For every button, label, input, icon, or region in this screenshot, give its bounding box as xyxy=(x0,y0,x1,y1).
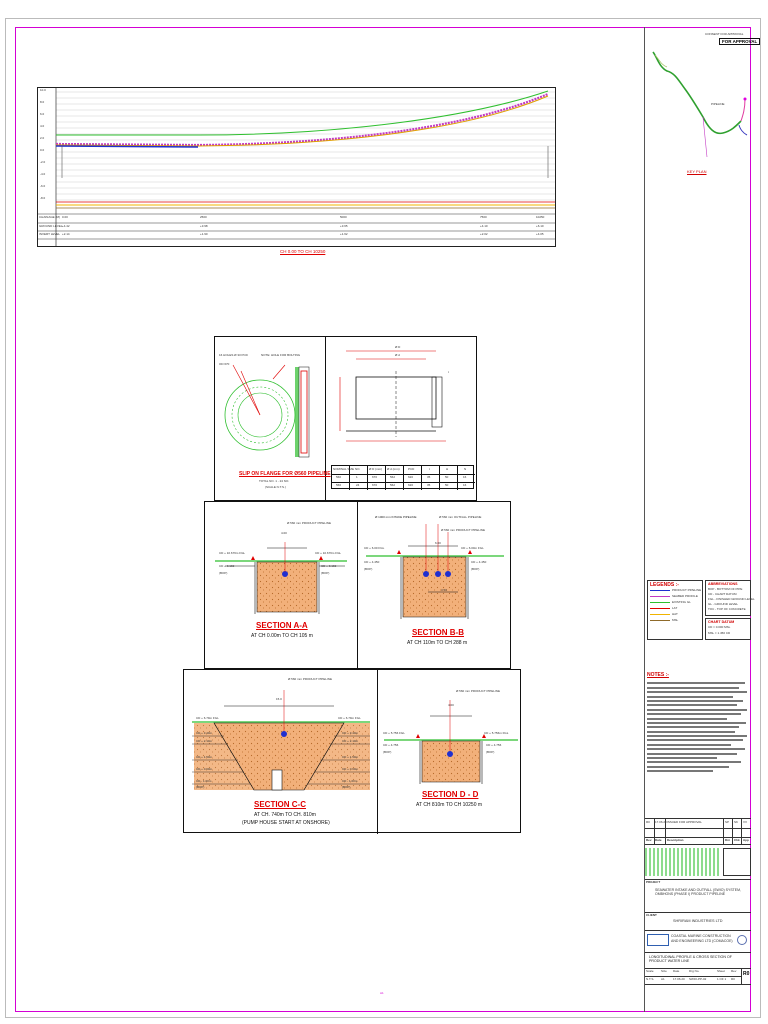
approval-small: CONSENT FOR APPROVAL xyxy=(705,32,744,36)
chainage-value: 7500 xyxy=(480,215,487,219)
key-plan-title: KEY PLAN xyxy=(687,169,707,174)
section-cc-note: (PUMP HOUSE START AT ONSHORE) xyxy=(242,820,330,826)
table-cell: 560 xyxy=(336,475,342,479)
table-cell: 24 xyxy=(356,483,360,487)
level-tag: CD + 5.756 FGL xyxy=(383,731,405,735)
level-tag: CD + 3.40m xyxy=(196,731,213,735)
revision-big: R0 xyxy=(743,971,750,977)
section-dd-drawing xyxy=(378,670,523,834)
level-label: 2.0 xyxy=(40,136,45,140)
rev-cell: SP xyxy=(725,820,730,824)
pipe-callout: Ø 560 mm OUTFALL PIPELINE xyxy=(439,515,482,519)
invert-value: +1.90 xyxy=(200,232,208,236)
sheet-size-mark: A1 xyxy=(380,991,384,995)
level-tag: (BOP) xyxy=(364,567,373,571)
level-label: 10.0 xyxy=(40,88,46,92)
footer-header: Drg No. xyxy=(689,969,700,973)
pipe-callout: Ø 1000 mm INTAKE PIPELINE xyxy=(375,515,417,519)
dim-label: Ø D xyxy=(395,345,401,349)
datum-title: CHART DATUM xyxy=(708,620,735,624)
flange-callout: 16 HOLES Ø 33 PCD xyxy=(219,353,248,357)
level-tag: CD + 0.60m xyxy=(196,767,213,771)
level-label: -2.0 xyxy=(40,160,46,164)
approval-stamp-strip xyxy=(645,848,721,876)
table-header: NOMINAL SIZE xyxy=(333,467,355,471)
table-cell: 562 xyxy=(390,483,396,487)
table-header: Ø d (mm) xyxy=(387,467,400,471)
invert-value: +2.02 xyxy=(480,232,488,236)
legends-title: LEGENDS :- xyxy=(650,582,679,588)
dim-label: Ø d xyxy=(395,353,400,357)
chainage-value: 2500 xyxy=(200,215,207,219)
datum-item: MSL = 1.450 CD xyxy=(708,631,731,635)
pipe-callout: Ø 560 mm PRODUCT PIPELINE xyxy=(287,521,331,525)
section-dd-title: SECTION D - D xyxy=(422,790,479,799)
datum-item: CD = 0.000 MSL xyxy=(708,625,731,629)
level-label: -8.0 xyxy=(40,196,46,200)
legend-item: LAT xyxy=(672,606,678,610)
table-cell: 50 xyxy=(445,475,449,479)
legend-item: MSL xyxy=(672,618,679,622)
abbr-item: BOP - BOTTOM OF PIPE xyxy=(708,587,743,591)
table-cell: 620 xyxy=(408,475,414,479)
abbr-item: TOC - TOP OF CONCRETE xyxy=(708,607,746,611)
notes-body xyxy=(647,680,749,775)
table-header: t xyxy=(429,467,430,471)
legend-item: EXISTING GL xyxy=(672,600,691,604)
flange-detail-panel xyxy=(214,336,477,501)
table-cell: 1 xyxy=(356,475,358,479)
level-tag: CD + 6.79m FGL xyxy=(338,716,361,720)
level-tag: CD + 0.60m xyxy=(342,767,359,771)
level-label: 8.0 xyxy=(40,100,45,104)
abbr-item: GL - GROUND LEVEL xyxy=(708,602,739,606)
level-tag: CD + 4.756 xyxy=(383,743,399,747)
level-tag: CD + 10.676m FGL xyxy=(315,551,342,555)
stamp-box xyxy=(723,848,751,876)
footer-value: 17.06.20 xyxy=(673,977,685,981)
row-label: GROUND LEVEL xyxy=(39,224,63,228)
section-bb-subtitle: AT CH 110m TO CH 288 m xyxy=(407,640,468,646)
section-cc-subtitle: AT CH. 740m TO CH. 810m xyxy=(254,812,316,818)
section-cc-drawing xyxy=(184,670,377,834)
footer-value: R0 xyxy=(731,977,735,981)
rev-cell: ISSUED FOR APPROVAL xyxy=(667,820,702,824)
flange-callout: OD 670 xyxy=(219,362,230,366)
table-cell: 670 xyxy=(372,483,378,487)
profile-graph xyxy=(38,88,555,246)
abbr-title: ABBREVIATIONS xyxy=(708,582,738,586)
rev-cell: SK xyxy=(734,820,739,824)
drawing-title: LONGITUDINAL PROFILE & CROSS SECTION OF PRODUCT WATER LINE xyxy=(649,955,732,964)
level-tag: CD + 3.192 xyxy=(219,564,235,568)
depth-dim: 3.50 xyxy=(441,588,447,592)
width-dim: 4.00 xyxy=(448,703,454,707)
table-header: H xyxy=(446,467,449,471)
level-tag: (BOP) xyxy=(219,571,228,575)
level-tag: (BOP) xyxy=(471,567,480,571)
sections-ab-panel xyxy=(204,501,511,669)
level-tag: CD + 4.450 xyxy=(364,560,380,564)
level-label: 4.0 xyxy=(40,124,45,128)
rev-header: Rev xyxy=(646,838,652,842)
client-name: SHRIRAM INDUSTRIES LTD xyxy=(673,919,723,923)
section-aa-subtitle: AT CH 0.00m TO CH 105 m xyxy=(251,633,313,639)
project-text: SEAWATER INTAKE AND OUTFALL (SWIO) SYSTEM, OMBHONS (PHASE I) PRODUCT PIPELINE xyxy=(655,888,742,897)
section-cc-title: SECTION C-C xyxy=(254,800,306,809)
rev-header: Date xyxy=(655,838,662,842)
level-tag: CD + 3.192 xyxy=(321,564,337,568)
width-dim: 4.00 xyxy=(281,531,287,535)
footer-header: Sheet xyxy=(717,969,725,973)
level-tag: CD - 1.00m xyxy=(196,779,212,783)
chainage-value: 10250 xyxy=(536,215,545,219)
rev-header: Chk xyxy=(734,838,740,842)
row-label: INVERT LEVEL xyxy=(39,232,61,236)
approval-tag: FOR APPROVAL xyxy=(719,38,760,45)
certification-logo xyxy=(737,935,747,945)
legend-item: SEABED PROFILE xyxy=(672,594,698,598)
footer-header: Scale xyxy=(646,969,654,973)
dim-label: t xyxy=(448,370,449,374)
level-tag: (BOP) xyxy=(383,750,392,754)
contractor-logo xyxy=(647,934,669,946)
legends-panel xyxy=(647,580,755,640)
flange-subtitle: TOTAL NO. 1 - 24 NO. xyxy=(259,479,290,483)
invert-value: +4.05 xyxy=(536,232,544,236)
flange-title: SLIP ON FLANGE FOR Ø560 PIPELINE xyxy=(239,471,331,477)
sections-cd-panel xyxy=(183,669,521,833)
rev-header: Description xyxy=(667,838,684,842)
notes-panel xyxy=(647,672,751,812)
level-tag: CD + 6.00m FGL xyxy=(461,546,484,550)
project-label: PROJECT xyxy=(646,880,661,884)
row-label: CHAINAGE (M) xyxy=(39,215,60,219)
level-tag: (BOP) xyxy=(196,785,205,789)
level-label: 0.0 xyxy=(40,148,45,152)
table-cell: 50 xyxy=(445,483,449,487)
table-cell: 16 xyxy=(463,483,467,487)
level-tag: CD + 6.79m FGL xyxy=(196,716,219,720)
abbr-item: CD - CHART DATUM xyxy=(708,592,737,596)
contractor-name: COASTAL MARINE CONSTRUCTION AND ENGINEERING LTD (COMACOE) xyxy=(671,934,733,943)
level-tag: CD + 10.676m FGL xyxy=(219,551,246,555)
level-tag: CD + 4.450 xyxy=(471,560,487,564)
ground-value: +3.98 xyxy=(200,224,208,228)
notes-title: NOTES :- xyxy=(647,672,669,678)
table-cell: 562 xyxy=(390,475,396,479)
level-tag: (BOP) xyxy=(321,571,330,575)
flange-ring-drawing xyxy=(215,337,325,502)
table-header: NO. xyxy=(355,467,361,471)
level-tag: CD + 1.50m xyxy=(196,755,213,759)
level-tag: CD + 3.40m xyxy=(342,731,359,735)
invert-value: +1.62 xyxy=(340,232,348,236)
level-tag: CD + 1.50m xyxy=(342,755,359,759)
width-dim: 15.0 xyxy=(276,697,282,701)
footer-value: A1 xyxy=(661,977,665,981)
footer-value: N.T.S. xyxy=(646,977,655,981)
rev-cell: VV xyxy=(743,820,748,824)
table-cell: 670 xyxy=(372,475,378,479)
level-tag: (BOP) xyxy=(342,785,351,789)
level-tag: CD + 2.10m xyxy=(196,739,213,743)
legend-item: PRODUCT PIPELINE xyxy=(672,588,702,592)
footer-header: Date xyxy=(673,969,680,973)
level-tag: (BOP) xyxy=(486,750,495,754)
level-label: -4.0 xyxy=(40,172,46,176)
section-bb-title: SECTION B-B xyxy=(412,628,464,637)
level-label: -6.0 xyxy=(40,184,46,188)
level-tag: CD + 5.756m FGL xyxy=(484,731,509,735)
section-aa-drawing xyxy=(205,502,357,670)
table-cell: 16 xyxy=(463,475,467,479)
longitudinal-profile xyxy=(37,87,556,247)
key-plan xyxy=(645,32,758,177)
rev-cell: 17.06.20 xyxy=(655,820,667,824)
invert-value: +2.14 xyxy=(62,232,70,236)
flange-callout: NOTE: HOLE FOR BOLTING xyxy=(261,353,301,357)
table-cell: 35 xyxy=(427,483,431,487)
level-tag: CD + 6.00 FGL xyxy=(364,546,385,550)
flange-scale: (SCALE N.T.S.) xyxy=(265,485,286,489)
rev-header: App xyxy=(743,838,749,842)
key-plan-label: PIPELINE xyxy=(711,102,725,106)
level-tag: CD - 1.00m xyxy=(342,779,358,783)
table-header: Ø D (mm) xyxy=(369,467,383,471)
ground-value: +6.10 xyxy=(536,224,544,228)
table-cell: 35 xyxy=(427,475,431,479)
abbr-item: FGL - FINISHED GROUND LEVEL xyxy=(708,597,755,601)
flange-table xyxy=(331,465,474,489)
section-dd-subtitle: AT CH 810m TO CH 10250 m xyxy=(416,802,483,808)
chainage-value: 0.00 xyxy=(62,215,68,219)
ground-value: +3.65 xyxy=(340,224,348,228)
rev-cell: R0 xyxy=(646,820,650,824)
section-aa-title: SECTION A-A xyxy=(256,621,308,630)
pipe-callout: Ø 560 mm PRODUCT PIPELINE xyxy=(288,677,332,681)
pipe-callout: Ø 560 mm PRODUCT PIPELINE xyxy=(456,689,500,693)
table-header: PCD xyxy=(408,467,415,471)
key-plan-map xyxy=(645,37,751,177)
legend-item: HAT xyxy=(672,612,678,616)
client-label: CLIENT xyxy=(646,913,657,917)
footer-header: Size xyxy=(661,969,667,973)
level-tag: CD + 4.756 xyxy=(486,743,502,747)
table-header: N xyxy=(464,467,467,471)
table-cell: 560 xyxy=(336,483,342,487)
width-dim: 6.00 xyxy=(435,541,441,545)
rev-header: Drn xyxy=(725,838,731,842)
pipe-callout: Ø 560 mm PRODUCT PIPELINE xyxy=(441,528,485,532)
footer-value: SWIO-PP-02 xyxy=(689,977,707,981)
ground-value: +4.10 xyxy=(480,224,488,228)
table-cell: 620 xyxy=(408,483,414,487)
level-label: 6.0 xyxy=(40,112,45,116)
ground-value: +4.42 xyxy=(62,224,70,228)
footer-value: 1 OF 1 xyxy=(717,977,727,981)
level-tag: CD + 2.10m xyxy=(342,739,359,743)
footer-header: Rev xyxy=(731,969,737,973)
chainage-value: 5000 xyxy=(340,215,347,219)
title-block xyxy=(645,818,751,1012)
profile-caption: CH 0.00 TO CH 10250 xyxy=(280,249,326,254)
